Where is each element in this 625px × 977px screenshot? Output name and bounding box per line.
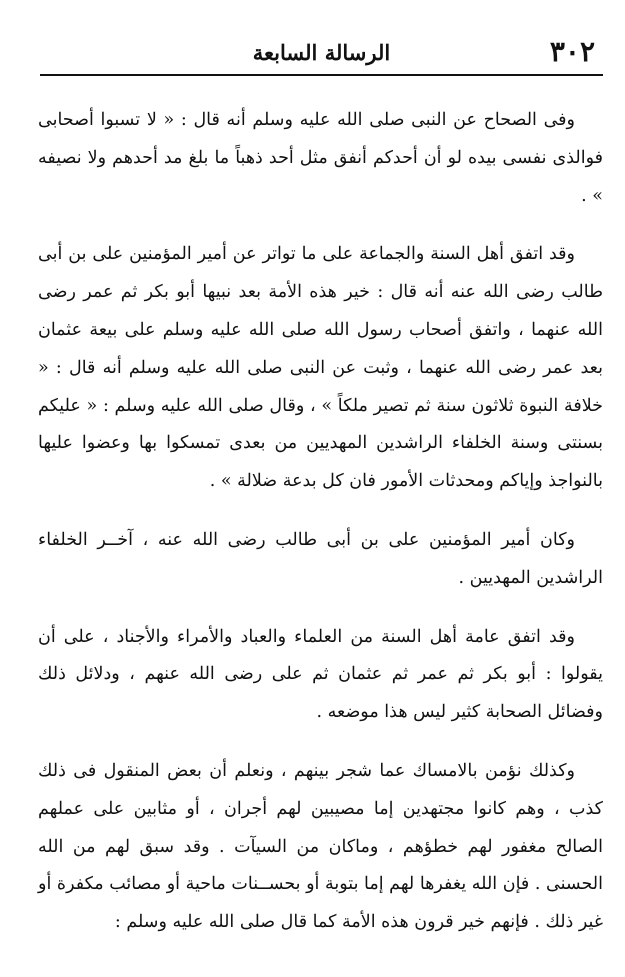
paragraph-3: وكان أمير المؤمنين على بن أبى طالب رضى الله عنه ، آخــر الخلفاء الراشدين المهديين .: [38, 529, 603, 588]
page-number: ٣٠٢: [549, 35, 595, 68]
paragraph-4: وقد اتفق عامة أهل السنة من العلماء والعباد والأمراء والأجناد ، على أن يقولوا : أبو بكر ثم عمر ثم عثمان ثم على رضى الله عنهم ، ودلائل ذلك وفضائل الصحابة كثير ليس هذا موضعه .: [38, 626, 603, 723]
running-title: الرسالة السابعة: [252, 40, 391, 65]
page-header: [40, 34, 603, 76]
page-body: [38, 102, 603, 963]
paragraph-2: وقد اتفق أهل السنة والجماعة على ما تواتر عن أمير المؤمنين على بن أبى طالب رضى الله عنه أنه قال : خير هذه الأمة بعد نبيها أبو بكر ثم عمر رضى الله عنهما ، واتفق أصحاب رسول الله صلى الله عليه وسلم على بيعة عثمان بعد عمر رضى الله عنهما ، وثبت عن النبى صلى الله عليه وسلم أنه قال : « خلافة النبوة ثلاثون سنة ثم تصير ملكاً » ، وقال صلى الله عليه وسلم : « عليكم بسنتى وسنة الخلفاء الراشدين المهديين من بعدى تمسكوا بها وعضوا عليها بالنواجذ وإياكم ومحدثات الأمور فان كل بدعة ضلالة » .: [38, 244, 603, 492]
paragraph-5: وكذلك نؤمن بالامساك عما شجر بينهم ، ونعلم أن بعض المنقول فى ذلك كذب ، وهم كانوا مجتهدين إما مصيبين لهم أجران ، أو مثابين على عملهم الصالح مغفور لهم خطؤهم ، وماكان من السيآت . وقد سبق لهم من الله الحسنى . فإن الله يغفرها لهم إما بتوبة أو بحســنات ماحية أو مصائب مكفرة أو غير ذلك . فإنهم خير قرون هذه الأمة كما قال صلى الله عليه وسلم :: [38, 760, 604, 933]
paragraph-1: وفى الصحاح عن النبى صلى الله عليه وسلم أنه قال : « لا تسبوا أصحابى فوالذى نفسى بيده لو أن أحدكم أنفق مثل أحد ذهباً ما بلغ مد أحدهم ولا نصيفه » .: [38, 110, 603, 206]
